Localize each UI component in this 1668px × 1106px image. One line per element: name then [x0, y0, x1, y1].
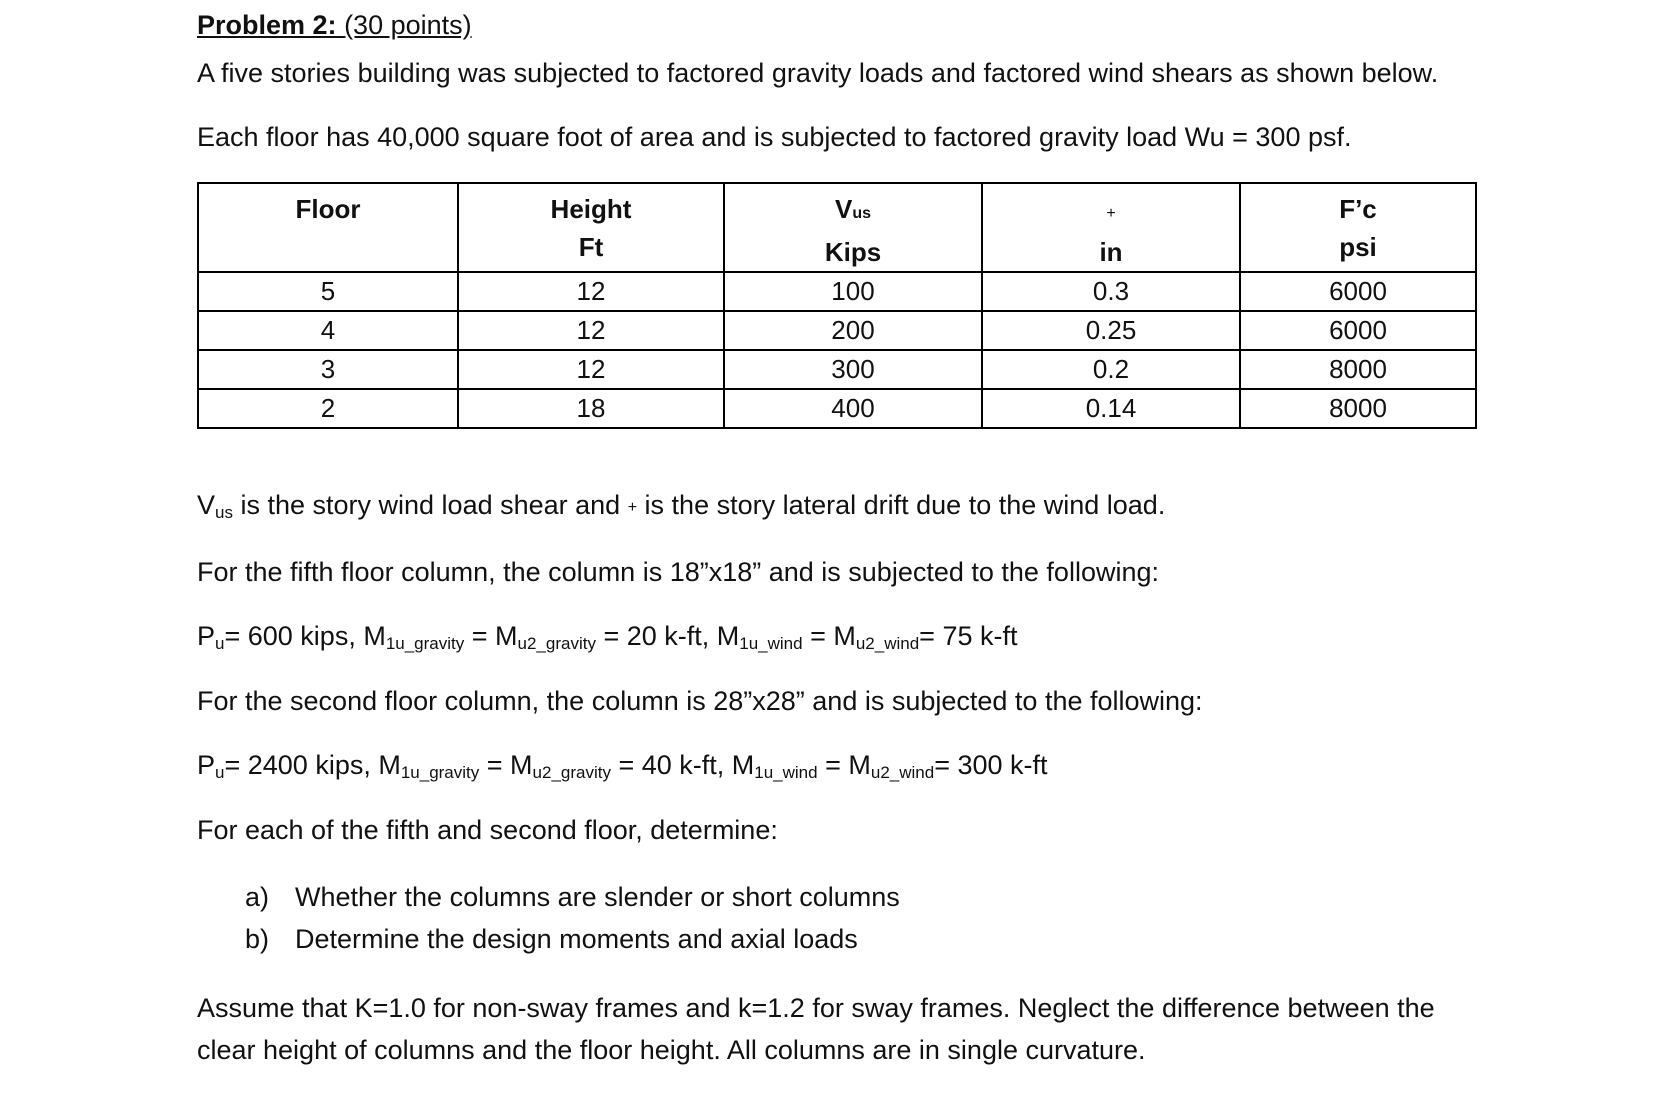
table-row: 3 12 300 0.2 8000: [198, 350, 1476, 389]
assumption-line-2: clear height of columns and the floor height. All columns are in single curvature.: [197, 1035, 1146, 1065]
header-height: Height Ft: [458, 183, 724, 272]
task-list: [245, 882, 900, 966]
vus-definition: $V_{us}$ is the story wind load shear and + is the story lateral drift due to the wind load.: [197, 490, 1166, 522]
fifth-floor-intro: For the fifth floor column, the column is 18”x18” and is subjected to the following:: [197, 557, 1159, 587]
list-item: b) Determine the design moments and axial loads: [245, 924, 858, 954]
drift-symbol: +: [1106, 205, 1116, 222]
header-fc: F’c psi: [1240, 183, 1476, 272]
table-row: 2 18 400 0.14 8000: [198, 389, 1476, 428]
table-row: 4 12 200 0.25 6000: [198, 311, 1476, 350]
assumption-line-1: Assume that K=1.0 for non-sway frames and k=1.2 for sway frames. Neglect the difference between the: [197, 993, 1435, 1023]
floor-table: [197, 182, 1477, 429]
determine-text: For each of the fifth and second floor, determine:: [197, 815, 778, 845]
fifth-floor-loads: $P_u= 600$ kips, $M_{1u\_gravity} = M_{u2\_gravity} = 20$ k-ft, $M_{1u\_wind} = M_{u2\_wind}= 75$ k-ft: [197, 621, 1018, 653]
second-floor-loads: $P_u= 2400$ kips, $M_{1u\_gravity} = M_{u2\_gravity} = 40$ k-ft, $M_{1u\_wind} = M_{u2\_wind}= 300$ k-ft: [197, 750, 1048, 782]
table-header-row: [198, 183, 1476, 272]
intro-text: A five stories building was subjected to factored gravity loads and factored wind shears as shown below.: [197, 58, 1439, 88]
header-drift: + in: [982, 183, 1240, 272]
header-floor: Floor: [198, 183, 458, 272]
second-floor-intro: For the second floor column, the column is 28”x28” and is subjected to the following:: [197, 686, 1203, 716]
table-row: 5 12 100 0.3 6000: [198, 272, 1476, 311]
problem-title: Problem 2: (30 points): [197, 10, 472, 40]
header-vus: Vus Kips: [724, 183, 982, 272]
problem-points: (30 points): [344, 10, 472, 40]
list-item: a) Whether the columns are slender or short columns: [245, 882, 900, 912]
area-text: Each floor has 40,000 square foot of area and is subjected to factored gravity load Wu = 300 psf.: [197, 122, 1352, 152]
drift-symbol: +: [627, 499, 638, 516]
